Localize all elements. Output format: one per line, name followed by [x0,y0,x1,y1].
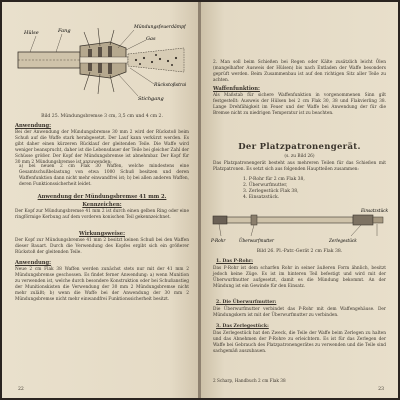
heading-waffenfunktion: Waffenfunktion: [213,86,260,92]
paragraph-ueberwurfmutter: Die Überwurfmutter verbindet das P-Rohr mit dem Waffengehäuse. Der Mündungskern ist mit der Überwurfmutter zu verbinden. [213,307,386,318]
paragraph-prohr: Das P-Rohr ist dem scharfen Rohr in seiner äußeren Form ähnlich, besitzt jedoch keine Züge. Es ist im hinteren Teil befestigt und wird mit der Überwurfmutter aufgesetzt, damit es die Mündung bekommt. An der Mündung ist ein Gewinde für den Einsatz. [213,266,386,289]
parts-list-item: 3. Zerlegestück Flak 38, [243,189,299,195]
paragraph-waffenfunktion: Als Maßstab für sichere Waffenfunktion in vorgenommenen Sinn gilt festgestellt: Ausweis der Hülsen bei 2 cm Flak 30, 38 und Flakvierling 38. Lange Drehfähigkeit im Feuer und der Waffe bei Anwendung der für die Bremse nicht zu niedrigen Temperatur ist zu beachten. [213,93,386,116]
label-stichgang: Stichgang [138,96,164,102]
page-title: Der Platzpatronengerät. [238,142,361,152]
figure-caption-2: Bild 26. Pl.-Patr.-Gerät 2 cm Flak 38. [256,249,343,254]
paragraph-anwendung-2: Neue 2 cm Flak 38 Waffen werden zunächst stets nur mit der 41 mm 2 Mündungsbremse geschossen. Es findet ferner Anwendung: a) wenn Munition zu verwenden ist, welche durch besondere Konstruktion oder bei Schußanstieg der Munitionskisten die Verwendung der 30 mm 2 Mündungsbremse nicht mehr zuläßt; b) wenn die Waffe bei der Anwendung der 30 mm 2 Mündungsbremse nicht mehr einwandfrei Funktionssicherheit besitzt. [15,267,189,302]
page-number-left: 22 [18,387,24,392]
section-prohr-label: 1. Das P-Rohr: [216,259,253,264]
page-number-right: 23 [378,387,384,392]
muzzle-brake-diagram [14,18,186,110]
label-rueckstoss: Rückstoßstrahl [154,83,186,88]
left-page [2,2,199,398]
parts-list [243,177,305,201]
section-ueberwurfmutter [213,300,276,305]
parts-list-item: 4. Einsatzstück. [243,195,280,201]
figure-caption: Bild 25. Mündungsbremse 3 cm, 3,5 cm und 4 cm 2. [41,114,163,119]
section-zerlegestueck [213,324,269,329]
title-subnote: (s. zu Bild 26) [284,154,315,159]
paragraph-top: 2. Man soll beim Schießen bei Regen oder Kälte zusätzlich leicht Ölen (mangelhafter Ausweis der Hülsen) bis nach Entladen der Waffe besonders geprüft werden. Beim Zusammenbau ist auf den richtigen Sitz aller Teile zu achten. [213,60,386,83]
paragraph-wirkungsweise: Der Kopf zur Mündungsbremse 41 mm 2 besitzt keinen Schuß bei den Waffen dieser Bauart. Durch die Verwendung des Kopfes ergibt sich ein größerer Rückstoß der gleitenden Teile. [15,238,189,255]
paragraph-kennzeichen: Der Kopf zur Mündungsbremse 41 mm 2 ist durch einen gelben Ring oder eine ringförmige Kerbung auf dem vorderen konischen Teil gekennzeichnet. [15,209,189,220]
list-anwendung: a) bei neuen 2 cm Flak 30 Waffen, welche mindestens eine Gesamtschußbelastung von etwa 1000 Schuß besitzen und deren Waffenfunktion dann nicht mehr einwandfrei ist; b) bei allen anderen Waffen, deren Funktionssicherheit leidet. [19,164,189,187]
heading-kennzeichen: Kennzeichen: [82,202,122,208]
label-prohr: P-Rohr [211,238,226,243]
page-footer: 2 Scharp, Handbuch 2 cm Flak 38 [213,378,286,383]
label-huelse: Hülse [24,30,39,36]
heading-anwendung: Anwendung: [15,123,52,129]
section-zerlegestueck-label: 3. Das Zerlegestück: [216,324,269,329]
right-page [201,2,398,398]
book-spread [2,2,398,398]
section-prohr [213,259,253,264]
paragraph-intro: Das Platzpatronengerät besteht aus mehreren Teilen für das Schießen mit Platzpatronen. Es setzt sich aus folgenden Hauptteilen zusammen: [213,161,386,172]
label-einsatzstueck: Einsatzstück [361,208,389,213]
section-ueberwurfmutter-label: 2. Die Überwurfmutter: [216,300,277,305]
label-ueberwurfmutter: Überwurfmutter [239,238,275,243]
label-fang: Fang [58,28,71,34]
parts-list-item: 1. P-Rohr für 2 cm Flak 38, [243,177,305,182]
paragraph-anwendung: Bei der Anwendung der Mündungsbremse 30 mm 2 wird der Rückstoß beim Schuß auf die Waffe stark herabgesetzt. Der Lauf kann verkürzt werden. Es gibt daher einen kürzeren Rücklauf der gleitenden Teile. Die Waffe wird weniger beansprucht, daher ist die Lebensdauer der Teile bei gleicher Zahl der Schüsse größer. Der Kopf der Mündungsbremse ist abnehmbar. Der Kopf für 30 mm 2 Mündungsbremse ist anzuwenden: [15,130,189,165]
muzzle-brake-figure [14,18,186,110]
label-zerlegestueck: Zerlegestück [329,238,357,243]
label-muendung: Mündungsfeuerdämpfer [134,25,186,30]
paragraph-zerlegestueck: Das Zerlegestück hat den Zweck, die Teile der Waffe beim Zerlegen zu halten und das Abnehmen der P-Rohre zu erleichtern. Es ist für das Zerlegen der Waffe bei Gebrauch des Platzpatronengerätes zu verwenden und die Teile sind sachgemäß auszubauen. [213,331,386,354]
heading-wirkungsweise: Wirkungsweise: [79,231,125,237]
heading-anwendung-2: Anwendung: [15,260,52,266]
blank-firing-device-diagram [211,202,389,246]
label-gas: Gas [146,36,156,42]
parts-list-item: 2. Überwurfmutter, [243,183,288,189]
heading-41mm: Anwendung der Mündungsbremse 41 mm 2. [37,194,167,200]
